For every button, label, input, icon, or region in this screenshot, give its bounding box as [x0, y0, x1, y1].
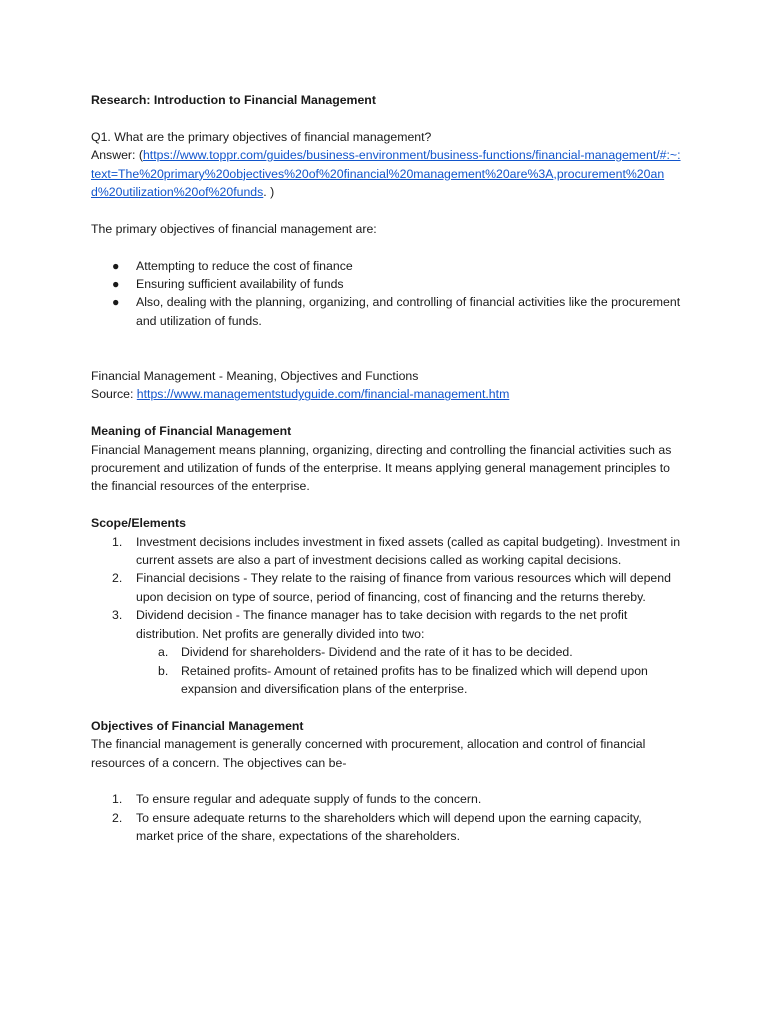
list-item: 2. Financial decisions - They relate to the raising of finance from various resources which will depend upon decision on type of source, period of financing, cost of financing and the returns thereby. [112, 571, 671, 604]
document-body [91, 91, 681, 846]
source-heading: Financial Management - Meaning, Objectives and Functions [91, 369, 419, 384]
document-title: Research: Introduction to Financial Management [91, 93, 376, 107]
question-1: Q1. What are the primary objectives of financial management? [91, 129, 432, 144]
list-item: 3. Dividend decision - The finance manager has to take decision with regards to the net profit distribution. Net profits are generally divided into two: [112, 608, 628, 641]
source-link[interactable]: https://www.managementstudyguide.com/financial-management.htm [136, 387, 510, 402]
answer-source-link[interactable]: https://www.toppr.com/guides/business-environment/business-functions/financial-management/#:~:text=The%20primary%20objectives%20of%20financial%20management%20are%3A,procurement%20and%20utilization%20of%20funds [91, 148, 681, 200]
source-label: Source: [91, 387, 137, 402]
objectives-list [91, 790, 681, 845]
list-item: ● Also, dealing with the planning, organizing, and controlling of financial activities like the procurement and utilization of funds. [112, 293, 681, 330]
source-line [91, 385, 681, 403]
bullet-icon: ● [112, 277, 120, 292]
list-item: ● Ensuring sufficient availability of funds [112, 275, 681, 293]
answer-1 [91, 146, 681, 201]
list-item: b. Retained profits- Amount of retained profits has to be finalized which will depend upon expansion and diversification plans of the enterprise. [158, 663, 648, 696]
scope-heading: Scope/Elements [91, 516, 186, 531]
answer-suffix: . ) [263, 185, 275, 200]
list-item: 1. To ensure regular and adequate supply of funds to the concern. [112, 792, 482, 807]
meaning-heading: Meaning of Financial Management [91, 424, 292, 439]
answer-prefix: Answer: ( [91, 148, 143, 163]
list-item: a. Dividend for shareholders- Dividend and the rate of it has to be decided. [158, 645, 573, 660]
meaning-text: Financial Management means planning, organizing, directing and controlling the financial activities such as procurement and utilization of funds of the enterprise. It means applying general management principles to the financial resources of the enterprise. [91, 442, 672, 494]
scope-list [91, 533, 681, 699]
bullet-icon: ● [112, 295, 120, 310]
objectives-intro: The primary objectives of financial management are: [91, 221, 377, 236]
objectives-text: The financial management is generally concerned with procurement, allocation and control of financial resources of a concern. The objectives can be- [91, 737, 646, 770]
list-item: 1. Investment decisions includes investment in fixed assets (called as capital budgeting). Investment in current assets are also a part of investment decisions called as working capital decisions. [112, 534, 681, 568]
bullet-icon: ● [112, 258, 120, 273]
list-item: 2. To ensure adequate returns to the shareholders which will depend upon the earning capacity, market price of the share, expectations of the shareholders. [112, 810, 642, 844]
list-item: ● Attempting to reduce the cost of finance [112, 257, 681, 275]
objectives-heading: Objectives of Financial Management [91, 718, 304, 733]
objectives-bullet-list [91, 257, 681, 331]
